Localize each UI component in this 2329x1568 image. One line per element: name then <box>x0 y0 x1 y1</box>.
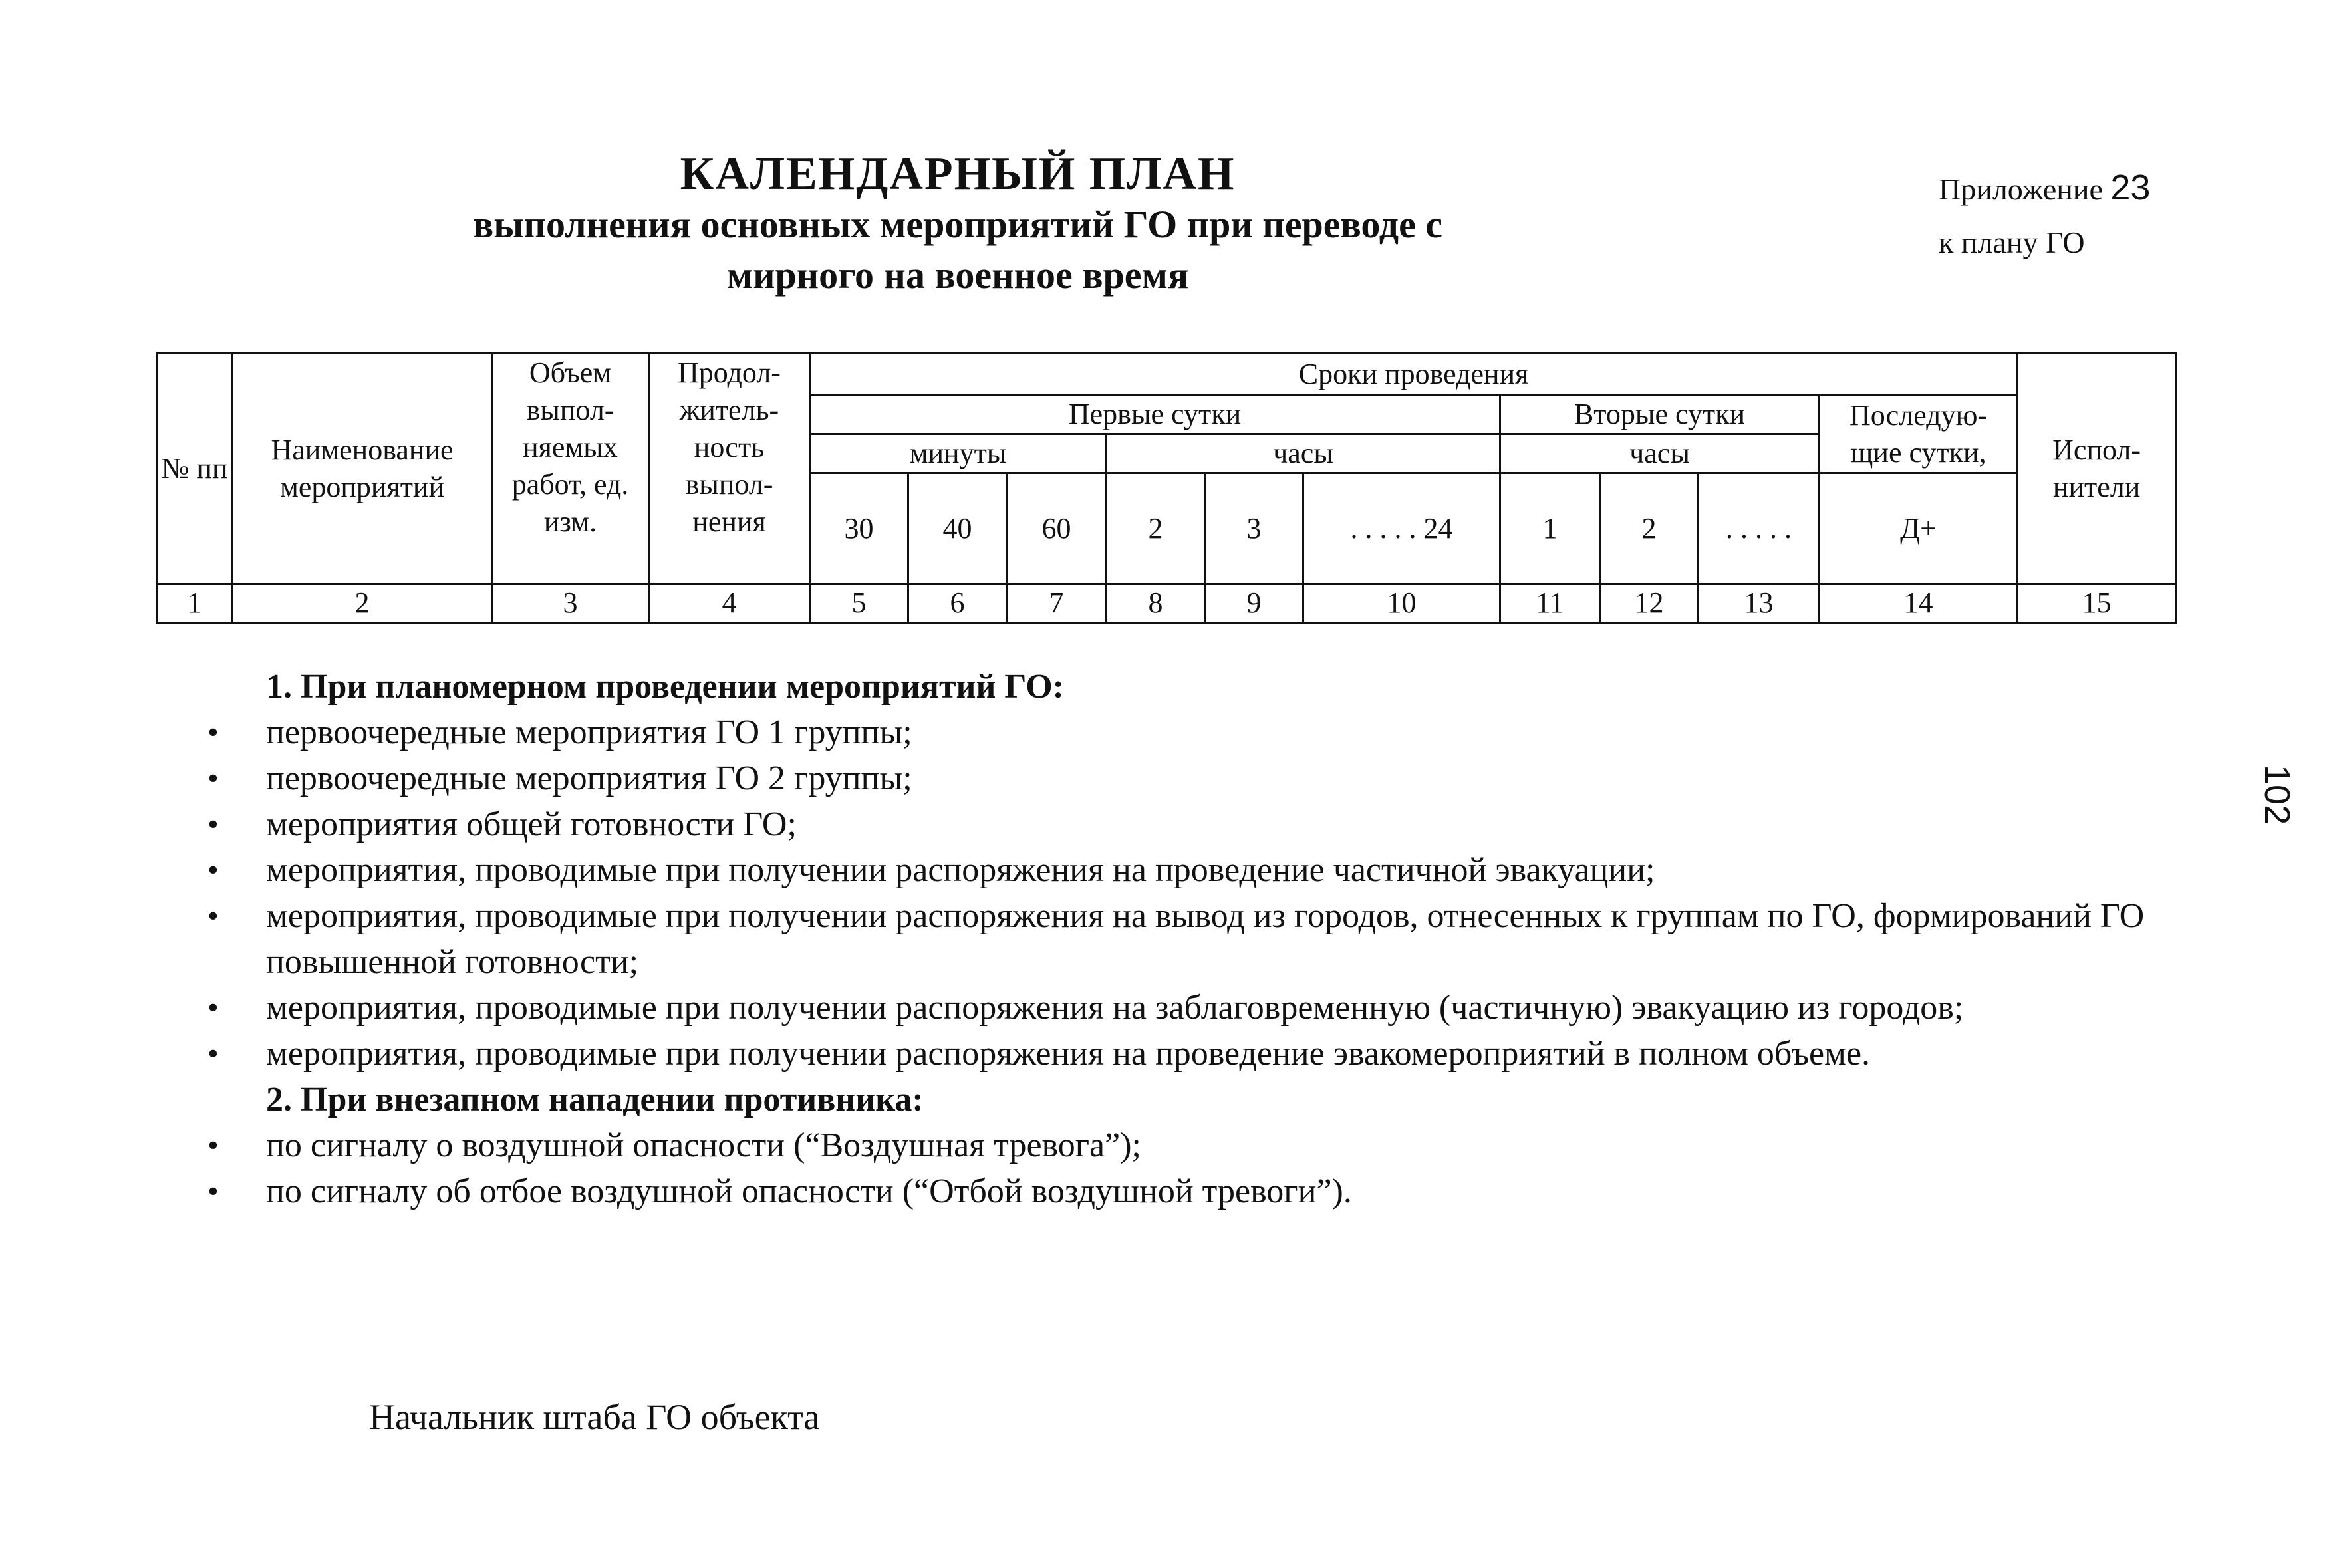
list-item: • мероприятия общей готовности ГО; <box>207 801 2221 847</box>
time-30: 30 <box>810 473 908 584</box>
document-title <box>426 149 1490 301</box>
col-number: 7 <box>1007 584 1107 623</box>
section-2-items <box>266 1122 2221 1214</box>
col-number: 9 <box>1205 584 1303 623</box>
header-executors: Испол- нители <box>2018 354 2176 584</box>
header-second-day: Вторые сутки <box>1500 395 1820 434</box>
page-number: 102 <box>2257 765 2297 825</box>
time-day2-dots: . . . . . <box>1699 473 1820 584</box>
header-name: Наименование мероприятий <box>233 354 492 584</box>
title-line-3: мирного на военное время <box>726 253 1189 297</box>
list-item: • мероприятия, проводимые при получении распоряжения на вывод из городов, отнесенных к группам по ГО, формирований ГО повышенной готовности; <box>207 893 2221 985</box>
col-number: 8 <box>1107 584 1205 623</box>
col-number: 14 <box>1820 584 2018 623</box>
col-number: 4 <box>649 584 810 623</box>
section-1-items <box>266 710 2221 1077</box>
col-number: 10 <box>1303 584 1500 623</box>
header-hours-1: часы <box>1107 434 1500 473</box>
signature-line: Начальник штаба ГО объекта <box>369 1397 820 1437</box>
appendix-number: 23 <box>2110 168 2151 207</box>
time-day2-1: 1 <box>1500 473 1600 584</box>
header-duration: Продол- житель- ность выпол- нения <box>649 354 810 584</box>
col-number: 6 <box>908 584 1007 623</box>
appendix-word: Приложение <box>1939 172 2103 206</box>
col-number: 5 <box>810 584 908 623</box>
time-40: 40 <box>908 473 1007 584</box>
list-item: • мероприятия, проводимые при получении распоряжения на проведение частичной эвакуации; <box>207 847 2221 893</box>
appendix-label <box>1939 161 2150 269</box>
header-volume: Объем выпол- няемых работ, ед. изм. <box>492 354 649 584</box>
measures-list <box>266 664 2221 1214</box>
header-minutes: минуты <box>810 434 1107 473</box>
header-number: № пп <box>157 354 233 584</box>
schedule-table <box>156 352 2177 624</box>
time-60: 60 <box>1007 473 1107 584</box>
title-line-2: выполнения основных мероприятий ГО при переводе с <box>472 203 1443 246</box>
time-2h: 2 <box>1107 473 1205 584</box>
time-d-plus: Д+ <box>1820 473 2018 584</box>
list-item: • первоочередные мероприятия ГО 1 группы; <box>207 710 2221 755</box>
list-item: • первоочередные мероприятия ГО 2 группы; <box>207 755 2221 801</box>
col-number: 15 <box>2018 584 2176 623</box>
list-item: • по сигналу об отбое воздушной опасности (“Отбой воздушной тревоги”). <box>207 1168 2221 1214</box>
col-number: 1 <box>157 584 233 623</box>
col-number: 12 <box>1600 584 1699 623</box>
title-line-1: КАЛЕНДАРНЫЙ ПЛАН <box>680 148 1236 199</box>
section-2-heading: 2. При внезапном нападении противника: <box>266 1081 924 1118</box>
appendix-sub: к плану ГО <box>1939 225 2085 259</box>
list-item: • мероприятия, проводимые при получении распоряжения на проведение эвакомероприятий в полном объеме. <box>207 1031 2221 1077</box>
time-day2-2: 2 <box>1600 473 1699 584</box>
col-number: 2 <box>233 584 492 623</box>
header-hours-2: часы <box>1500 434 1820 473</box>
list-item: • мероприятия, проводимые при получении распоряжения на заблаговременную (частичную) эвакуацию из городов; <box>207 985 2221 1031</box>
section-1-heading: 1. При планомерном проведении мероприятий ГО: <box>266 668 1064 706</box>
list-item: • по сигналу о воздушной опасности (“Воздушная тревога”); <box>207 1122 2221 1168</box>
col-number: 11 <box>1500 584 1600 623</box>
time-3h: 3 <box>1205 473 1303 584</box>
col-number: 13 <box>1699 584 1820 623</box>
header-first-day: Первые сутки <box>810 395 1500 434</box>
col-number: 3 <box>492 584 649 623</box>
time-24h: . . . . . 24 <box>1303 473 1500 584</box>
header-next-days: Последую- щие сутки, <box>1820 395 2018 473</box>
header-terms: Сроки проведения <box>810 354 2018 395</box>
